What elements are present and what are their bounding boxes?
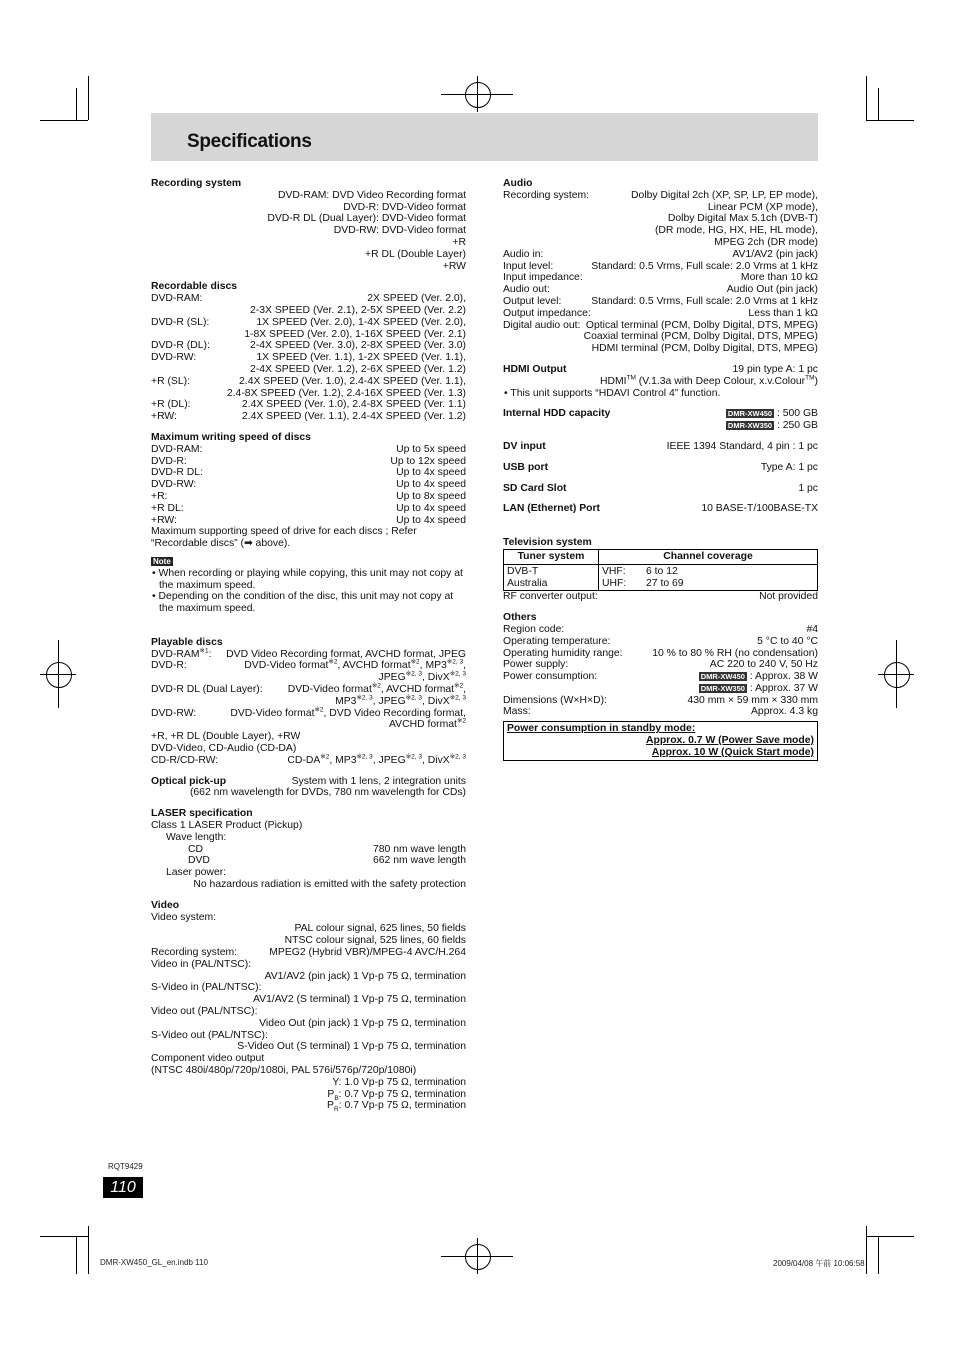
spec-key: +R (DL):: [151, 399, 191, 411]
spec-row: [151, 340, 466, 352]
spec-key: Output impedance:: [503, 307, 591, 319]
spec-row: [151, 399, 466, 411]
spec-row: JPEG$^{※2, 3}$, DivX$^{※2, 3}$: [378, 670, 466, 684]
spec-value: #4: [806, 623, 818, 635]
spec-value: Less than 1 kΩ: [748, 307, 818, 319]
section-heading: Audio: [503, 178, 533, 189]
spec-key: DVD-R:: [151, 455, 187, 467]
crop-mark: [76, 88, 77, 120]
right-column: [503, 178, 818, 761]
crop-mark: [40, 120, 88, 121]
spec-row: [151, 293, 466, 305]
spec-line: DVD-R DL (Dual Layer): DVD-Video format: [267, 213, 466, 225]
registration-mark: [884, 662, 910, 688]
recordable-discs-list: [151, 293, 466, 423]
section-heading: LASER specification: [151, 808, 253, 820]
registration-mark: [441, 1256, 513, 1257]
spec-row: [151, 503, 466, 515]
spec-row: SD Card Slot 1 pc: [503, 482, 818, 494]
crop-mark: [76, 1236, 77, 1274]
spec-row: NTSC colour signal, 525 lines, 60 fields: [284, 935, 466, 947]
crop-mark: [878, 1236, 879, 1274]
spec-key: DVD-RW:: [151, 479, 197, 491]
spec-value: Up to 4x speed: [396, 479, 466, 491]
print-date: 2009/04/08 午前 10:06:58: [773, 1259, 865, 1268]
spec-key: +R:: [151, 490, 168, 502]
spec-value: AV1/AV2 (pin jack): [732, 248, 818, 260]
page-number: 110: [103, 1177, 143, 1198]
spec-line: +R DL (Double Layer): [365, 248, 466, 260]
spec-row: [503, 272, 818, 284]
spec-line: DVD-R: DVD-Video format: [343, 201, 466, 213]
crop-mark: [866, 120, 914, 121]
spec-value: 2X SPEED (Ver. 2.0),: [367, 293, 466, 305]
section-heading: Television system: [503, 537, 592, 549]
footnote: Maximum supporting speed of drive for each discs ; Refer: [151, 526, 417, 538]
spec-row: PAL colour signal, 625 lines, 50 fields: [294, 923, 466, 935]
table-cell: VHF: 6 to 12 UHF: 27 to 69: [599, 564, 818, 591]
spec-row: No hazardous radiation is emitted with the safety protection: [193, 879, 466, 891]
spec-row: RF converter output: Not provided: [503, 591, 818, 603]
model-badge: DMR-XW450: [700, 672, 745, 682]
spec-row: +R, +R DL (Double Layer), +RW: [151, 731, 301, 743]
spec-value: Coaxial terminal (PCM, Dolby Digital, DTS, MPEG): [583, 331, 818, 343]
spec-key: DVD-R (SL):: [151, 316, 210, 328]
title-bar: [151, 113, 818, 161]
spec-key: +RW:: [151, 411, 177, 423]
note-bullet: • Depending on the condition of the disc, this unit may not copy at the maximum speed.: [152, 591, 454, 615]
spec-row: DVD-R DL (Dual Layer): DVD-Video format$^{※2}$, AVCHD format$^{※2}$,: [151, 682, 466, 696]
spec-value: 2-4X SPEED (Ver. 1.2), 2-6X SPEED (Ver. 1.2): [250, 363, 466, 375]
spec-value: HDMI terminal (PCM, Dolby Digital, DTS, MPEG): [591, 343, 818, 355]
spec-row: S-Video in (PAL/NTSC):: [151, 982, 262, 994]
spec-row: $P_B$: 0.7 Vp-p 75 Ω, termination: [327, 1088, 466, 1102]
spec-value: Standard: 0.5 Vrms, Full scale: 2.0 Vrms at 1 kHz: [591, 260, 818, 272]
spec-row: Laser power:: [166, 867, 227, 879]
spec-row: [503, 320, 818, 332]
spec-row: [151, 411, 466, 423]
spec-row: Wave length:: [166, 831, 227, 843]
spec-row: Video out (PAL/NTSC):: [151, 1006, 258, 1017]
crop-mark: [866, 1226, 867, 1274]
spec-row: [151, 388, 466, 400]
spec-row: (662 nm wavelength for DVDs, 780 nm wavelength for CDs): [189, 787, 466, 799]
spec-value: 2.4-8X SPEED (Ver. 1.2), 2.4-16X SPEED (Ver. 1.3): [226, 387, 466, 399]
spec-value: 1-8X SPEED (Ver. 2.0), 1-16X SPEED (Ver. 2.1): [244, 328, 466, 340]
spec-row: S-Video out (PAL/NTSC):: [151, 1029, 268, 1041]
spec-value: More than 10 kΩ: [740, 272, 818, 284]
spec-key: Output level:: [503, 295, 562, 307]
spec-value: Audio Out (pin jack): [726, 284, 818, 296]
spec-row: HDMI Output 19 pin type A: 1 pc: [503, 363, 818, 375]
section-heading: Others: [503, 612, 537, 624]
spec-key: Operating humidity range:: [503, 647, 623, 659]
model-badge: DMR-XW350: [700, 683, 745, 693]
spec-row: [151, 317, 466, 329]
spec-row: $P_R$: 0.7 Vp-p 75 Ω, termination: [327, 1100, 466, 1114]
file-name: DMR-XW450_GL_en.indb 110: [100, 1258, 208, 1267]
spec-row: AV1/AV2 (pin jack) 1 Vp-p 75 Ω, termination: [264, 970, 466, 982]
spec-key: Operating temperature:: [503, 635, 611, 647]
registration-mark: [465, 1244, 491, 1270]
section-heading: Recordable discs: [151, 281, 238, 293]
spec-key: +R (SL):: [151, 375, 190, 387]
crop-mark: [866, 1236, 914, 1237]
spec-row: CD 780 nm wave length: [188, 843, 466, 855]
spec-row: Dimensions (W×H×D): 430 mm × 59 mm × 330 mm: [503, 694, 818, 706]
spec-value: Up to 12x speed: [390, 455, 466, 467]
spec-row: • This unit supports “HDAVI Control 4” function.: [504, 387, 721, 399]
others-list: [503, 624, 818, 671]
spec-key: Input level:: [503, 260, 554, 272]
spec-key: DVD-R DL:: [151, 467, 203, 479]
left-column: [151, 178, 466, 1112]
spec-row: AVCHD format$^{※2}$: [389, 718, 466, 731]
spec-row: [151, 329, 466, 341]
section-heading: Recording system: [151, 178, 242, 189]
recording-system-list: [151, 190, 466, 273]
spec-value: Up to 4x speed: [396, 514, 466, 526]
spec-row: DMR-XW350 : Approx. 37 W: [700, 682, 818, 694]
spec-key: Audio out:: [503, 284, 550, 296]
spec-row: Video system:: [151, 911, 217, 923]
spec-row: [503, 343, 818, 355]
spec-value: Up to 4x speed: [396, 502, 466, 514]
spec-key: Region code:: [503, 623, 565, 635]
spec-row: HDMI™ (V.1.3a with Deep Colour, x.v.Colour™): [599, 374, 818, 387]
spec-row: DVD-RW: DVD-Video format$^{※2}$, DVD Video Recording format,: [151, 706, 466, 719]
spec-row: Linear PCM (XP mode),: [707, 201, 818, 213]
note-bullet: • When recording or playing while copying, this unit may not copy at the maximum speed.: [152, 567, 463, 591]
registration-mark: [40, 674, 76, 675]
spec-row: [503, 331, 818, 343]
spec-row: [151, 491, 466, 503]
spec-value: Up to 4x speed: [396, 467, 466, 479]
spec-row: Recording system: Dolby Digital 2ch (XP, SP, LP, EP mode),: [503, 189, 818, 201]
spec-row: [503, 636, 818, 648]
spec-row: [503, 308, 818, 320]
spec-row: [151, 479, 466, 491]
spec-value: 2.4X SPEED (Ver. 1.1), 2.4-4X SPEED (Ver. 1.2): [241, 411, 466, 423]
spec-row: LAN (Ethernet) Port 10 BASE-T/100BASE-TX: [503, 503, 818, 515]
spec-row: [151, 376, 466, 388]
spec-row: (DR mode, HG, HX, HE, HL mode),: [654, 225, 818, 237]
section-heading: Playable discs: [151, 636, 223, 648]
spec-row: Dolby Digital Max 5.1ch (DVB-T): [667, 213, 818, 225]
registration-mark: [878, 674, 914, 675]
crop-mark: [88, 76, 89, 120]
table-cell: DVB-T Australia: [504, 564, 599, 591]
spec-value: 10 % to 80 % RH (no condensation): [652, 647, 818, 659]
spec-value: 5 °C to 40 °C: [757, 635, 818, 647]
spec-row: Video in (PAL/NTSC):: [151, 958, 252, 970]
spec-line: +R: [452, 236, 466, 248]
registration-mark: [465, 82, 491, 108]
spec-line: DVD-RW: DVD-Video format: [333, 225, 466, 237]
spec-line: DVD-RAM: DVD Video Recording format: [277, 189, 466, 201]
spec-row: [151, 444, 466, 456]
spec-row: [151, 467, 466, 479]
spec-key: DVD-RAM:: [151, 293, 203, 305]
crop-mark: [40, 1236, 88, 1237]
standby-box: Power consumption in standby mode: Approx. 0.7 W (Power Save mode) Approx. 10 W (Quick Start mode): [503, 721, 818, 760]
spec-row: S-Video Out (S terminal) 1 Vp-p 75 Ω, termination: [237, 1041, 466, 1053]
footnote: “Recordable discs” (➡ above).: [151, 538, 291, 550]
audio-list: [503, 249, 818, 355]
spec-value: 1X SPEED (Ver. 1.1), 1-2X SPEED (Ver. 1.1),: [256, 352, 466, 364]
spec-row: Y: 1.0 Vp-p 75 Ω, termination: [332, 1076, 466, 1088]
model-badge: DMR-XW350: [727, 421, 773, 431]
spec-row: [503, 296, 818, 308]
page-title: Specifications: [187, 131, 312, 152]
spec-value: Up to 8x speed: [396, 490, 466, 502]
table-header: Tuner system: [504, 549, 599, 564]
doc-code: RQT9429: [108, 1162, 143, 1171]
table-header: Channel coverage: [599, 549, 818, 564]
spec-row: [151, 352, 466, 364]
spec-line: +RW: [442, 260, 466, 272]
tv-table: [503, 549, 818, 591]
spec-key: Digital audio out:: [503, 319, 581, 331]
spec-row: DVD 662 nm wave length: [188, 855, 466, 867]
spec-row: [151, 305, 466, 317]
spec-row: [503, 261, 818, 273]
spec-value: AC 220 to 240 V, 50 Hz: [709, 659, 818, 671]
spec-row: [503, 659, 818, 671]
spec-row: Mass: Approx. 4.3 kg: [503, 706, 818, 718]
spec-row: [503, 648, 818, 660]
spec-row: USB port Type A: 1 pc: [503, 461, 818, 473]
spec-row: Internal HDD capacity DMR-XW450 : 500 GB: [503, 408, 818, 420]
spec-key: DVD-R (DL):: [151, 340, 210, 352]
spec-row: [503, 284, 818, 296]
spec-key: +R DL:: [151, 502, 184, 514]
spec-value: 1X SPEED (Ver. 2.0), 1-4X SPEED (Ver. 2.0),: [256, 316, 466, 328]
spec-row: CD-R/CD-RW: CD-DA$^{※2}$, MP3$^{※2, 3}$, JPEG$^{※2, 3}$, DivX$^{※2, 3}$: [151, 753, 466, 766]
spec-value: Up to 5x speed: [396, 443, 466, 455]
crop-mark: [878, 88, 879, 120]
note-badge: Note: [153, 556, 171, 566]
spec-row: [503, 249, 818, 261]
crop-mark: [866, 76, 867, 120]
spec-row: DV input IEEE 1394 Standard, 4 pin : 1 pc: [503, 440, 818, 452]
spec-value: Standard: 0.5 Vrms, Full scale: 2.0 Vrms at 1 kHz: [591, 295, 818, 307]
spec-key: Power supply:: [503, 659, 569, 671]
spec-row: [151, 364, 466, 376]
spec-row: AV1/AV2 (S terminal) 1 Vp-p 75 Ω, termination: [253, 994, 466, 1006]
spec-row: MP3$^{※2, 3}$, JPEG$^{※2, 3}$, DivX$^{※2, 3}$: [335, 694, 466, 707]
spec-key: +RW:: [151, 514, 177, 526]
registration-mark: [46, 662, 72, 688]
max-writing-list: [151, 444, 466, 527]
spec-value: 2.4X SPEED (Ver. 1.0), 2.4-4X SPEED (Ver. 1.1),: [239, 375, 466, 387]
spec-row: [151, 456, 466, 468]
spec-row: DVD-RAM$^{※1}$: DVD Video Recording format, AVCHD format, JPEG: [151, 647, 466, 660]
spec-row: DVD-Video, CD-Audio (CD-DA): [151, 743, 297, 755]
section-heading: Video: [151, 899, 180, 911]
section-heading: Maximum writing speed of discs: [151, 431, 311, 443]
spec-row: DMR-XW350 : 250 GB: [727, 420, 818, 432]
spec-row: Component video output: [151, 1053, 265, 1065]
spec-row: Optical pick-up System with 1 lens, 2 integration units: [151, 775, 466, 787]
spec-value: 2.4X SPEED (Ver. 1.0), 2.4-8X SPEED (Ver. 1.1): [241, 399, 466, 411]
spec-row: Video Out (pin jack) 1 Vp-p 75 Ω, termination: [259, 1017, 466, 1029]
spec-row: MPEG 2ch (DR mode): [714, 236, 818, 248]
spec-value: 2-4X SPEED (Ver. 3.0), 2-8X SPEED (Ver. 3.0): [250, 340, 466, 352]
spec-row: DVD-R: DVD-Video format$^{※2}$, AVCHD format$^{※2}$, MP3$^{※2, 3}$,: [151, 659, 466, 672]
spec-value: Optical terminal (PCM, Dolby Digital, DTS, MPEG): [585, 319, 818, 331]
crop-mark: [88, 1226, 89, 1274]
spec-key: DVD-RAM:: [151, 443, 203, 455]
spec-value: 2-3X SPEED (Ver. 2.1), 2-5X SPEED (Ver. 2.2): [250, 304, 466, 316]
spec-row: Class 1 LASER Product (Pickup): [151, 820, 303, 832]
spec-key: Audio in:: [503, 248, 544, 260]
model-badge: DMR-XW450: [727, 409, 773, 419]
spec-key: Input impedance:: [503, 272, 583, 284]
registration-mark: [441, 94, 513, 95]
spec-row: Power consumption: DMR-XW450 : Approx. 38 W: [503, 671, 818, 683]
spec-row: Recording system: MPEG2 (Hybrid VBR)/MPEG-4 AVC/H.264: [151, 947, 466, 959]
spec-row: (NTSC 480i/480p/720p/1080i, PAL 576i/576p/720p/1080i): [151, 1064, 417, 1076]
spec-row: [151, 515, 466, 527]
spec-key: DVD-RW:: [151, 352, 197, 364]
spec-row: [503, 624, 818, 636]
